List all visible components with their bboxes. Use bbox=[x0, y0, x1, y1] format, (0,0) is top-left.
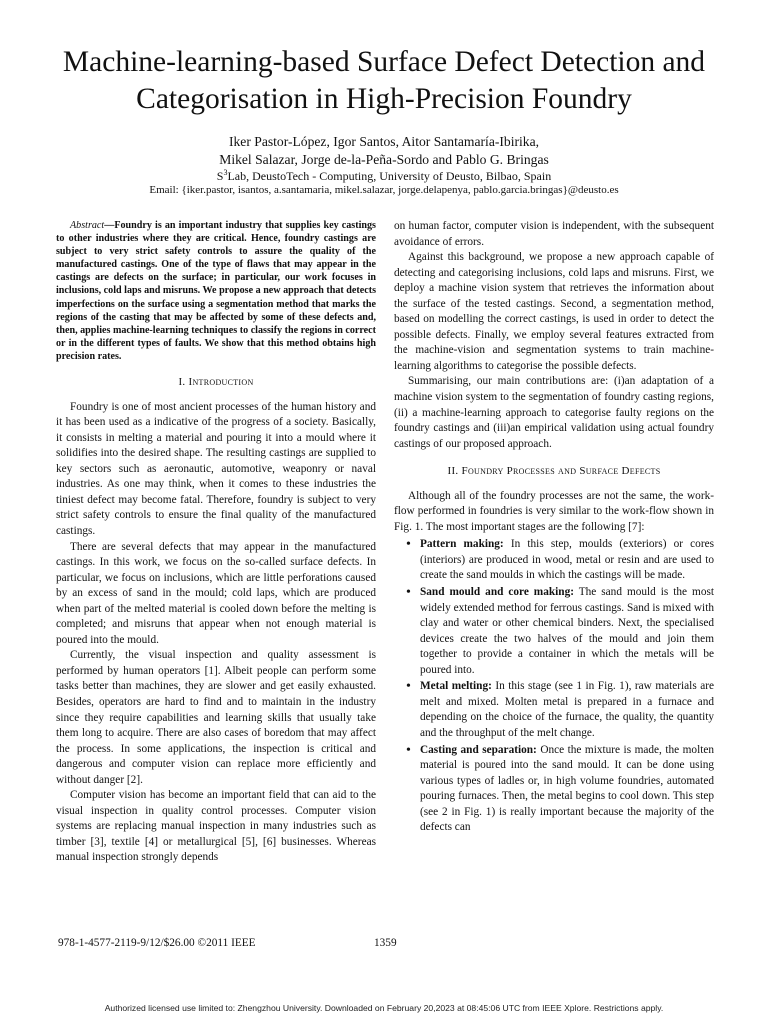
list-item bbox=[420, 585, 714, 678]
list-item bbox=[420, 743, 714, 836]
section-number: I. bbox=[178, 376, 186, 389]
list-item bbox=[420, 679, 714, 741]
abstract-dash: — bbox=[104, 220, 115, 231]
section-title: Introduction bbox=[188, 376, 254, 389]
stage-name: Metal melting: bbox=[420, 680, 492, 693]
affiliation bbox=[40, 165, 728, 184]
page-number: 1359 bbox=[374, 937, 397, 949]
intro-paragraph-1: Foundry is one of most ancient processes of the human history and it has been used as a indicative of the progress of a society. Basically, it consists in melting a material and pouring it into a mould where it solidifies into the desired shape. The resulting castings are supplied to key sectors such as aeronautic, automotive, weaponry or naval industries. As one may think, when it comes to these industries the tiniest defect may become fatal. Therefore, foundry is subject to very strict safety controls to ensure the final quality of the manufactured castings. bbox=[56, 400, 376, 537]
list-item bbox=[420, 537, 714, 584]
copyright-isbn: 978-1-4577-2119-9/12/$26.00 ©2011 IEEE bbox=[58, 937, 256, 949]
right-column bbox=[394, 219, 714, 837]
abstract-text: Foundry is an important industry that supplies key castings to other industries where they are critical. Hence, foundry castings are subject to very strict safety controls to assure the quality of the manufactured castings. One of the type of flaws that may appear in the castings are defects on the surface; in particular, our work focuses in inclusions, cold laps and misruns. We propose a new approach that detects imperfections on the surface using a segmentation method that marks the regions of the casting that may be affected by some of these defects and, then, applies machine-learning techniques to classify the regions in correct or in the different types of faults. We show that this method obtains high precision rates. bbox=[56, 220, 376, 362]
author-list bbox=[40, 133, 728, 169]
section-number: II. bbox=[447, 465, 459, 478]
intro-paragraph-3: Currently, the visual inspection and quality assessment is performed by human operators [1]. Albeit people can perform some tasks better than machines, they are slower and get easily exhausted. Besides, operators are hard to find and to maintain in the industry since they require capabilities and learning skills that usually take them long to acquire. There are also cases of boredom that may affect the process. In some applications, the inspection is critical and dangerous and computer vision can replace more efficiently and without danger [2]. bbox=[56, 649, 376, 786]
left-column bbox=[56, 219, 376, 866]
stage-text: The sand mould is the most widely extended method for ferrous castings. Sand is mixed with clay and water or other chemical binders. Next, the specialised devices create the two halves of the mould and join them together to provide a container in which the metals will be poured into. bbox=[420, 586, 714, 676]
stage-name: Casting and separation: bbox=[420, 743, 537, 756]
paper-title: Machine-learning-based Surface Defect Detection and Categorisation in High-Precision Foundry bbox=[62, 46, 706, 115]
intro-paragraph-5: Against this background, we propose a new approach capable of detecting and categorising inclusions, cold laps and misruns. First, we deploy a machine vision system that retrieves the information about the surface of the tested castings. Second, a segmentation method, based on modelling the correct castings, is used in order to detect the possible defects. Finally, we employ several features extracted from the machine-vision and segmentation systems to train machine-learning algorithms to categorise the possible defects. bbox=[394, 251, 714, 372]
affiliation-superscript: 3 bbox=[223, 168, 228, 177]
foundry-intro-paragraph: Although all of the foundry processes are not the same, the work-flow performed in foundries is very similar to the work-flow shown in Fig. 1. The most important stages are the following [7]: bbox=[394, 489, 714, 533]
section-heading-foundry bbox=[394, 464, 714, 480]
license-notice: Authorized licensed use limited to: Zhengzhou University. Downloaded on February 20,2023 at 08:45:06 UTC from IEEE Xplore. Restrictions apply. bbox=[104, 1003, 664, 1013]
affiliation-text: Lab, DeustoTech - Computing, University of Deusto, Bilbao, Spain bbox=[227, 169, 552, 183]
author-emails: Email: {iker.pastor, isantos, a.santamaria, mikel.salazar, jorge.delapenya, pablo.garcia.bringas}@deusto.es bbox=[149, 184, 619, 196]
intro-paragraph-6: Summarising, our main contributions are: (i)an adaptation of a machine vision system to the segmentation of foundry casting regions, (ii) a machine-learning approach to categorise faulty regions on the foundry castings and (iii)an empirical validation using actual foundry castings of our proposed approach. bbox=[394, 375, 714, 450]
stage-name: Pattern making: bbox=[420, 538, 504, 551]
abstract bbox=[56, 219, 376, 363]
stage-text: In this step, moulds (exteriors) or cores (interiors) are produced in wood, metal or resin and are used to create the sand moulds in which the castings will be made. bbox=[420, 538, 714, 582]
authors-line-2: Mikel Salazar, Jorge de-la-Peña-Sordo and Pablo G. Bringas bbox=[219, 152, 549, 167]
intro-paragraph-4: Computer vision has become an important field that can aid to the visual inspection in quality control processes. Computer vision systems are replacing manual inspection in many industries such as timber [3], textile [4] or metallurgical [5], [6] businesses. Whereas manual inspection strongly depends bbox=[56, 789, 376, 864]
affiliation-prefix: S bbox=[216, 169, 224, 183]
section-title: Foundry Processes and Surface Defects bbox=[461, 465, 661, 478]
section-heading-introduction bbox=[56, 375, 376, 391]
foundry-stages-list bbox=[394, 537, 714, 835]
stage-text: In this stage (see 1 in Fig. 1), raw materials are melt and mixed. Molten metal is prepared in a furnace and depending on the choice of the furnace, the quality, the quantity and the throughput of the melt change. bbox=[420, 680, 714, 739]
intro-continuation: on human factor, computer vision is independent, with the subsequent avoidance of errors. bbox=[394, 220, 714, 248]
intro-paragraph-2: There are several defects that may appear in the manufactured castings. In this work, we focus on the so-called surface defects. In particular, we focus on inclusions, which are little perforations caused by an excess of sand in the mould; cold laps, which are produced when part of the melted material is cooled down before the melting is completed; and misruns that appear when not enough material is poured into the mould. bbox=[56, 540, 376, 646]
stage-text: Once the mixture is made, the molten material is poured into the sand mould. It can be done using various types of ladles or, in high volume foundries, automated pouring furnaces. Then, the metal begins to cool down. This step (see 2 in Fig. 1) is really important because the majority of the defects can bbox=[420, 743, 715, 834]
authors-line-1: Iker Pastor-López, Igor Santos, Aitor Santamaría-Ibirika, bbox=[228, 134, 540, 149]
stage-name: Sand mould and core making: bbox=[420, 586, 574, 599]
abstract-label: Abstract bbox=[70, 220, 105, 231]
